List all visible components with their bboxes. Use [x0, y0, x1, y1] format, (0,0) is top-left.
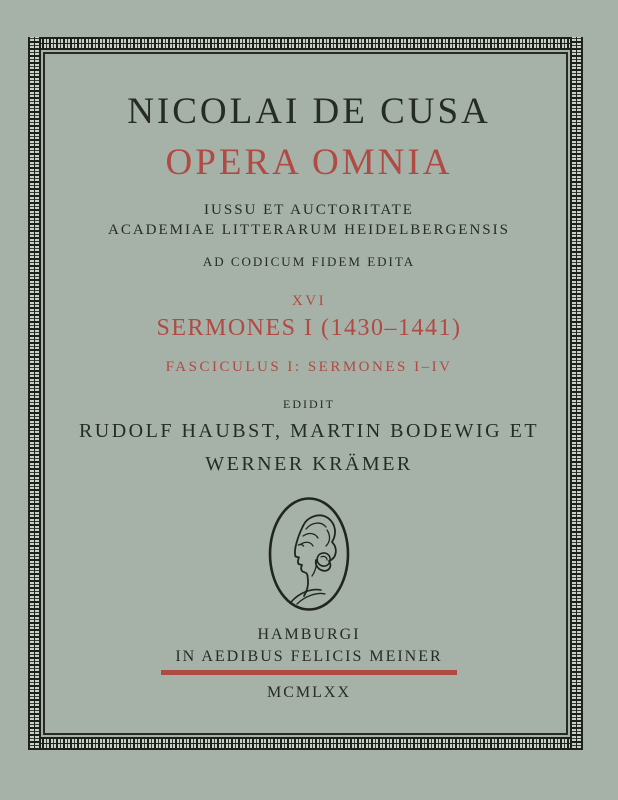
authority-line-1: IUSSU ET AUCTORITATE — [204, 202, 414, 218]
editors-line-2: WERNER KRÄMER — [205, 453, 413, 475]
work-title: OPERA OMNIA — [165, 142, 453, 183]
authority-line-3: AD CODICUM FIDEM EDITA — [202, 254, 416, 269]
fasciculus-title: FASCICULUS I: SERMONES I–IV — [165, 359, 453, 375]
authority-line-2: ACADEMIAE LITTERARUM HEIDELBERGENSIS — [108, 222, 510, 238]
publication-year: MCMLXX — [266, 684, 351, 701]
minerva-profile-emblem-icon — [267, 496, 351, 612]
ornamental-border-bottom — [28, 737, 583, 750]
edidit-label: EDIDIT — [283, 397, 335, 411]
publisher-house: IN AEDIBUS FELICIS MEINER — [175, 648, 443, 665]
ornamental-border-top — [28, 37, 583, 50]
red-divider-rule — [161, 670, 457, 675]
author-name: NICOLAI DE CUSA — [127, 91, 491, 132]
editors-line-1: RUDOLF HAUBST, MARTIN BODEWIG ET — [78, 420, 540, 442]
volume-number: XVI — [291, 293, 327, 309]
publisher-city: HAMBURGI — [257, 626, 361, 643]
volume-title: SERMONES I (1430–1441) — [156, 315, 462, 341]
